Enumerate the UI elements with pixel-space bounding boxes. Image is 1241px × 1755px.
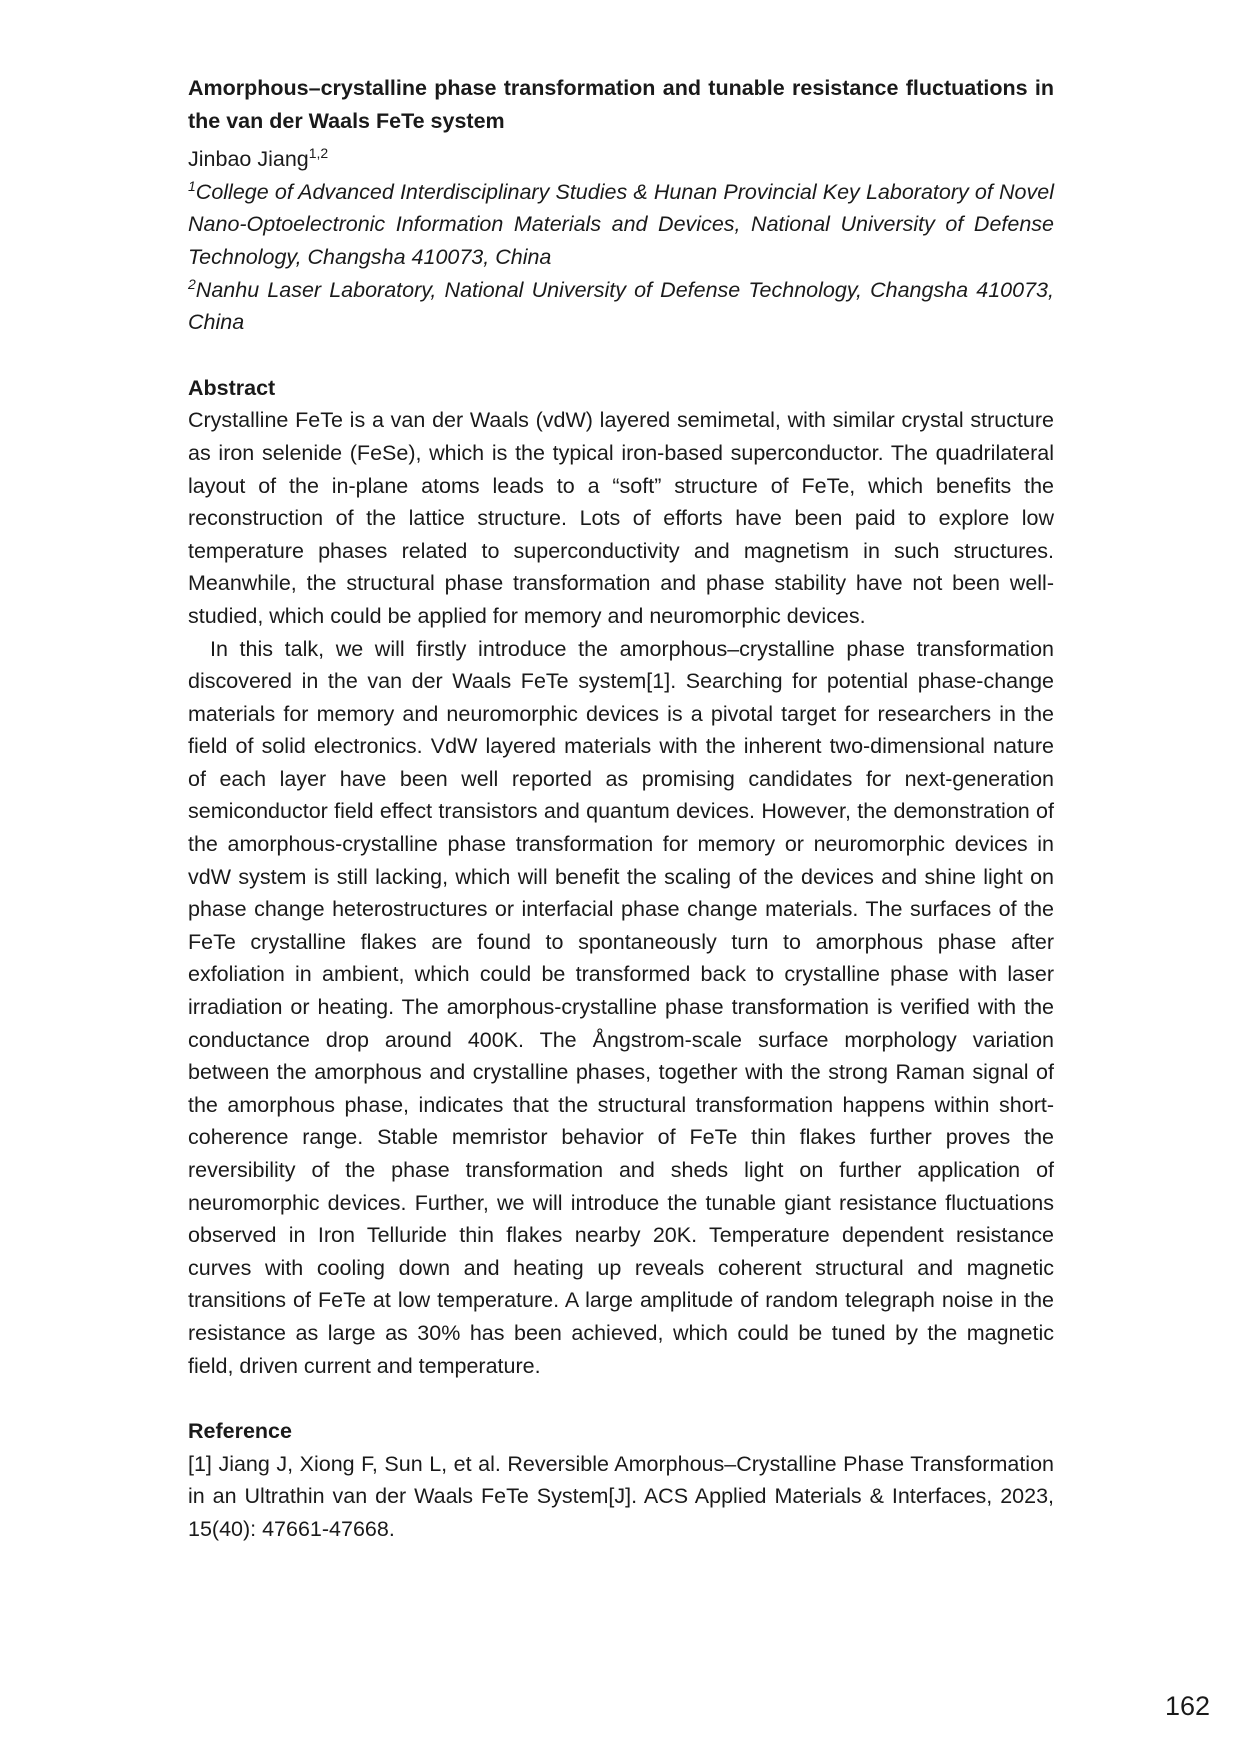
affiliation-1-text: College of Advanced Interdisciplinary Studies & Hunan Provincial Key Laboratory of Novel Nano-Optoelectronic Information Materials and Devices, National University of Defense Technology, Changsha 410073, China [188, 179, 1054, 269]
author-line [188, 143, 1054, 176]
affiliation-2-marker: 2 [188, 275, 196, 292]
reference-heading: Reference [188, 1419, 292, 1444]
abstract-paragraph-2: In this talk, we will firstly introduce the amorphous–crystalline phase transformation discovered in the van der Waals FeTe system[1]. Searching for potential phase-change materials for memory and neuromorphic devices is a pivotal target for researchers in the field of solid electronics. VdW layered materials with the inherent two-dimensional nature of each layer have been well reported as promising candidates for next-generation semiconductor field effect transistors and quantum devices. However, the demonstration of the amorphous-crystalline phase transformation for memory or neuromorphic devices in vdW system is still lacking, which will benefit the scaling of the devices and shine light on phase change heterostructures or interfacial phase change materials. The surfaces of the FeTe crystalline flakes are found to spontaneously turn to amorphous phase after exfoliation in ambient, which could be transformed back to crystalline phase with laser irradiation or heating. The amorphous-crystalline phase transformation is verified with the conductance drop around 400K. The Ångstrom-scale surface morphology variation between the amorphous and crystalline phases, together with the strong Raman signal of the amorphous phase, indicates that the structural transformation happens within short-coherence range. Stable memristor behavior of FeTe thin flakes further proves the reversibility of the phase transformation and sheds light on further application of neuromorphic devices. Further, we will introduce the tunable giant resistance fluctuations observed in Iron Telluride thin flakes nearby 20K. Temperature dependent resistance curves with cooling down and heating up reveals coherent structural and magnetic transitions of FeTe at low temperature. A large amplitude of random telegraph noise in the resistance as large as 30% has been achieved, which could be tuned by the magnetic field, driven current and temperature. [188, 636, 1054, 1378]
abstract-paragraph-1: Crystalline FeTe is a van der Waals (vdW) layered semimetal, with similar crystal structure as iron selenide (FeSe), which is the typical iron-based superconductor. The quadrilateral layout of the in-plane atoms leads to a “soft” structure of FeTe, which benefits the reconstruction of the lattice structure. Lots of efforts have been paid to explore low temperature phases related to superconductivity and magnetism in such structures. Meanwhile, the structural phase transformation and phase stability have not been well-studied, which could be applied for memory and neuromorphic devices. [188, 408, 1054, 628]
abstract-heading: Abstract [188, 375, 276, 400]
affiliation-1-marker: 1 [188, 177, 196, 194]
paper-title: Amorphous–crystalline phase transformation and tunable resistance fluctuations in the van der Waals FeTe system [188, 76, 1054, 133]
paper-page [188, 72, 1054, 1546]
affiliation-2 [188, 274, 1054, 339]
page-number: 162 [1164, 1691, 1210, 1721]
author-superscript: 1,2 [308, 145, 329, 162]
affiliation-2-text: Nanhu Laser Laboratory, National University of Defense Technology, Changsha 410073, China [188, 277, 1054, 335]
affiliation-1 [188, 176, 1054, 274]
author-name: Jinbao Jiang [188, 147, 309, 172]
reference-item-1: [1] Jiang J, Xiong F, Sun L, et al. Reversible Amorphous–Crystalline Phase Transformation in an Ultrathin van der Waals FeTe System[J]. ACS Applied Materials & Interfaces, 2023, 15(40): 47661-47668. [188, 1451, 1054, 1541]
